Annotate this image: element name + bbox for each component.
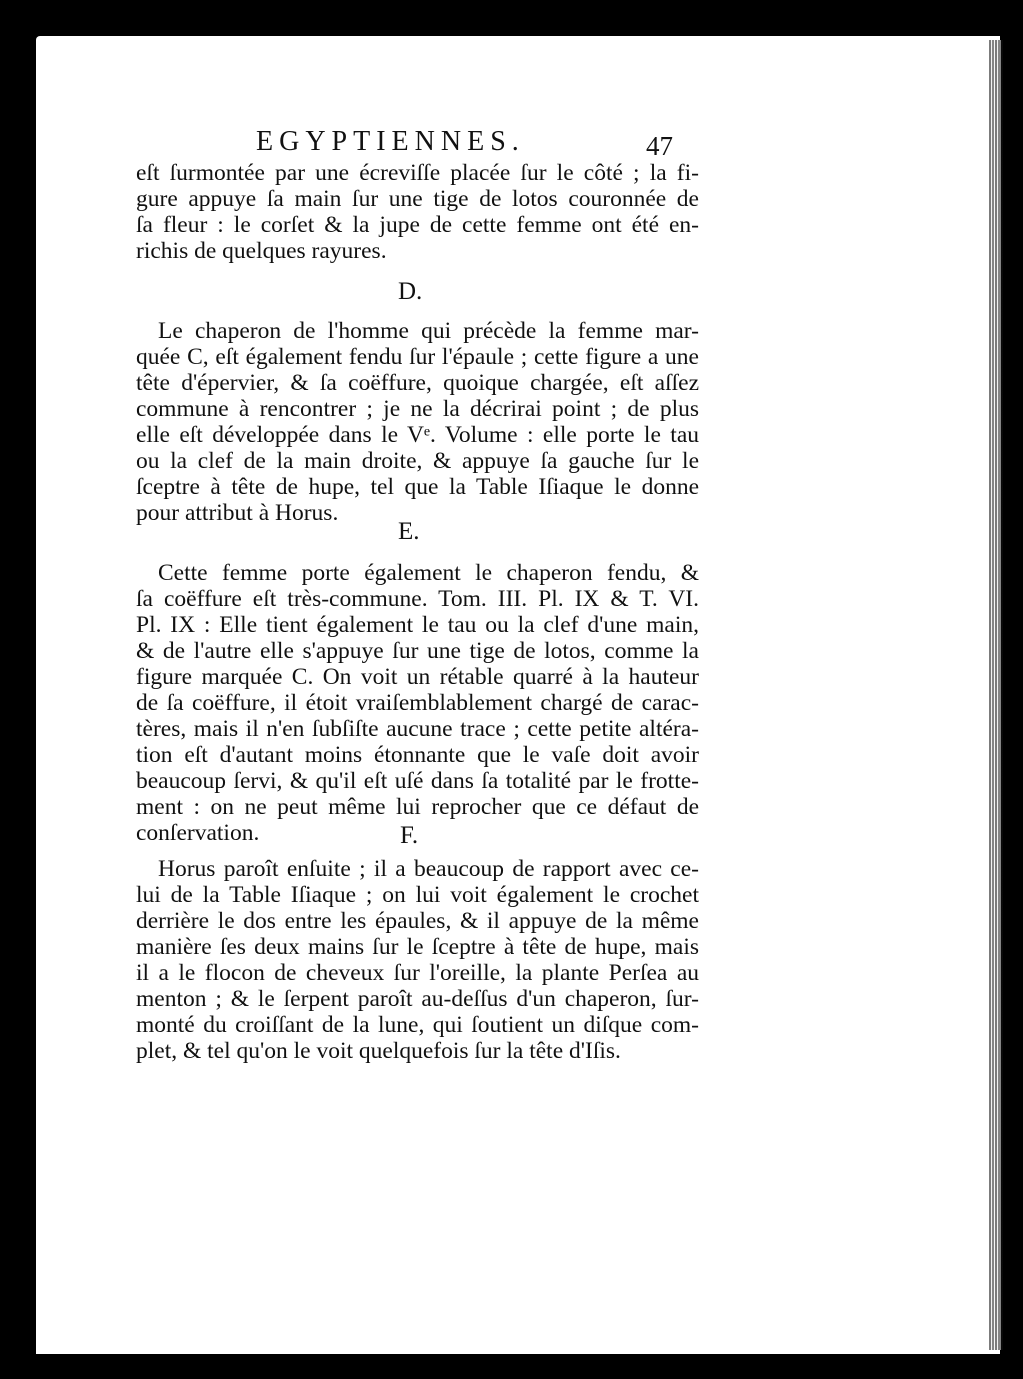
text-line: plet, & tel qu'on le voit quelquefois ſur la tête d'Iſis. <box>136 1038 621 1064</box>
text-line: conſervation. <box>136 820 260 846</box>
text-line: tères, mais il n'en ſubſiſte aucune trace ; cette petite altéra- <box>136 716 699 742</box>
text-line: lui de la Table Iſiaque ; on lui voit également le crochet <box>136 882 699 908</box>
text-line: eſt ſurmontée par une écreviſſe placée ſur le côté ; la fi- <box>136 160 699 186</box>
text-line: elle eſt développée dans le Vᵉ. Volume : elle porte le tau <box>136 422 699 448</box>
text-line: ſceptre à tête de hupe, tel que la Table Iſiaque le donne <box>136 474 699 500</box>
text-line: ſa fleur : le corſet & la jupe de cette femme ont été en- <box>136 212 699 238</box>
text-line: Cette femme porte également le chaperon fendu, & <box>158 560 699 586</box>
text-line: monté du croiſſant de la lune, qui ſoutient un diſque com- <box>136 1012 699 1038</box>
text-line: Le chaperon de l'homme qui précède la femme mar- <box>158 318 699 344</box>
page-number: 47 <box>646 131 673 161</box>
paragraph-e <box>136 560 699 846</box>
section-letter-e: E. <box>398 518 420 545</box>
text-line: ment : on ne peut même lui reprocher que ce défaut de <box>136 794 699 820</box>
text-line: pour attribut à Horus. <box>136 500 339 526</box>
text-line: manière ſes deux mains ſur le ſceptre à tête de hupe, mais <box>136 934 699 960</box>
text-line: de ſa coëffure, il étoit vraiſemblablement chargé de carac- <box>136 690 699 716</box>
text-line: ſa coëffure eſt très-commune. Tom. III. Pl. IX & T. VI. <box>136 586 699 612</box>
text-line: figure marquée C. On voit un rétable quarré à la hauteur <box>136 664 699 690</box>
text-line: Horus paroît enſuite ; il a beaucoup de rapport avec ce- <box>158 856 699 882</box>
text-line: tête d'épervier, & ſa coëffure, quoique chargée, eſt aſſez <box>136 370 699 396</box>
text-line: beaucoup ſervi, & qu'il eſt uſé dans ſa totalité par le frotte- <box>136 768 699 794</box>
page-edge-shadow <box>989 40 1003 1350</box>
text-line: Pl. IX : Elle tient également le tau ou la clef d'une main, <box>136 612 699 638</box>
text-line: richis de quelques rayures. <box>136 238 387 264</box>
paragraph-f <box>136 856 699 1064</box>
section-letter-d: D. <box>398 278 423 305</box>
text-line: commune à rencontrer ; je ne la décrirai point ; de plus <box>136 396 699 422</box>
text-line: derrière le dos entre les épaules, & il appuye de la même <box>136 908 699 934</box>
text-line: gure appuye ſa main ſur une tige de lotos couronnée de <box>136 186 699 212</box>
section-letter-f: F. <box>400 822 419 849</box>
text-line: menton ; & le ſerpent paroît au-deſſus d'un chaperon, ſur- <box>136 986 699 1012</box>
text-line: tion eſt d'autant moins étonnante que le vaſe doit avoir <box>136 742 699 768</box>
text-line: ou la clef de la main droite, & appuye ſa gauche ſur le <box>136 448 699 474</box>
text-line: il a le flocon de cheveux ſur l'oreille, la plante Perſea au <box>136 960 699 986</box>
paragraph-intro <box>136 160 699 264</box>
text-line: & de l'autre elle s'appuye ſur une tige de lotos, comme la <box>136 638 699 664</box>
paragraph-d <box>136 318 699 526</box>
running-title: EGYPTIENNES. <box>256 126 525 157</box>
text-line: quée C, eſt également fendu ſur l'épaule ; cette figure a une <box>136 344 699 370</box>
